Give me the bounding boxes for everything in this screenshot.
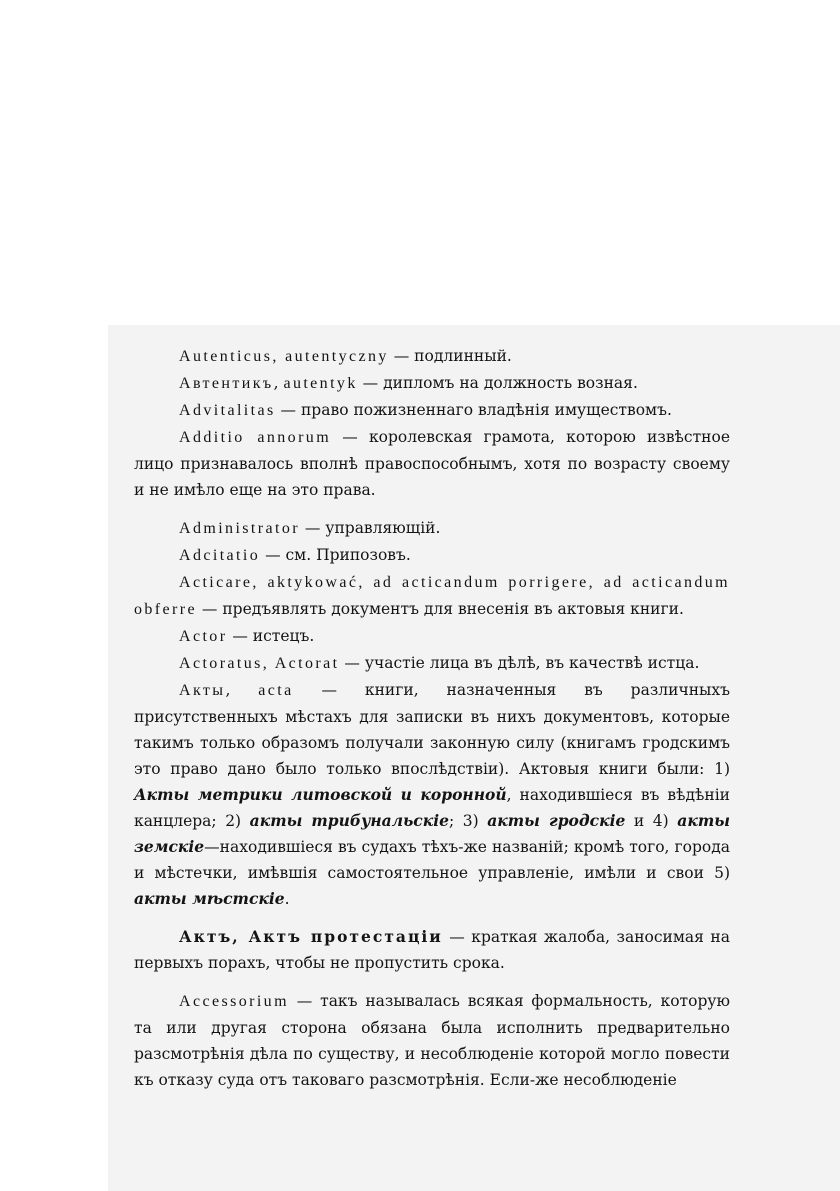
entry-advitalitas: [134, 397, 730, 424]
entry-separator: ,: [273, 374, 284, 392]
entry-term: Автентикъ: [179, 375, 274, 392]
entry-term: Administrator: [179, 520, 300, 537]
entry-adcitatio: [134, 542, 730, 569]
entry-term: Actor: [179, 628, 228, 645]
entry-avtentik: [134, 370, 730, 397]
entry-accessorium: [134, 988, 730, 1093]
entry-term: Adcitatio: [179, 547, 261, 564]
entry-term-latin: autentyk: [283, 375, 358, 392]
entry-definition: — истецъ.: [227, 627, 315, 645]
entry-definition: — право пожизненнаго владѣнія имуществомъ.: [275, 401, 672, 419]
entry-definition: — подлинный.: [388, 347, 512, 365]
italic-term: акты гродскіе: [487, 811, 626, 830]
entry-text: , находившіеся въ вѣдѣніи канцлера; 2): [134, 786, 730, 830]
entry-term-latin: acta: [258, 682, 294, 699]
entry-definition: — такъ называлась всякая формальность, которую та или другая сторона обязана была исполнить предварительно разсмотрѣнія дѣла по существу, и несоблюденіе которой могло повести къ отказу суда отъ таковаго разсмотрѣнія. Если-же несоблюденіе: [134, 992, 730, 1089]
entry-actoratus: [134, 650, 730, 677]
entry-term: Актъ, Актъ протестаціи: [179, 927, 443, 946]
italic-term: акты трибунальскіе: [249, 811, 449, 830]
entry-term: Accessorium: [179, 993, 289, 1010]
italic-term: акты земскіе: [134, 811, 730, 856]
entry-autenticus: [134, 343, 730, 370]
entry-term: Акты: [179, 682, 226, 699]
entry-text: —находившіеся въ судахъ тѣхъ-же названій; кромѣ того, города и мѣстечки, имѣвшія самостоятельное управленіе, имѣли и свои 5): [134, 838, 730, 882]
entry-definition: — см. Припозовъ.: [260, 546, 411, 564]
dictionary-text: [134, 343, 730, 1093]
italic-term: Акты метрики литовской и коронной: [134, 785, 507, 804]
entry-definition: — управляющій.: [299, 519, 441, 537]
entry-definition: — книги, назначенныя въ различныхъ присутственныхъ мѣстахъ для записки въ нихъ документовъ, которые такимъ только образомъ получали законную силу (книгамъ гродскимъ это право дано было только впослѣдствіи). Актовыя книги были: 1): [134, 681, 730, 778]
entry-term: Actoratus, Actorat: [179, 655, 340, 672]
entry-additio-annorum: [134, 424, 730, 503]
entry-actor: [134, 623, 730, 650]
entry-term: Additio annorum: [179, 429, 332, 446]
entry-definition: — королевская грамота, которою извѣстное лицо признавалось вполнѣ правоспособнымъ, хотя по возрасту своему и не имѣло еще на это права.: [134, 428, 730, 499]
entry-administrator: [134, 515, 730, 542]
entry-term: Acticare, aktykować, ad acticandum porrigere, ad acticandum obferre: [134, 574, 730, 618]
italic-term: акты мѣстскіе: [134, 889, 285, 908]
entry-separator: ,: [225, 681, 259, 699]
entry-akty: [134, 677, 730, 912]
entry-term: Advitalitas: [179, 402, 276, 419]
entry-definition: — краткая жалоба, заносимая на первыхъ порахъ, чтобы не пропустить срока.: [134, 928, 730, 972]
entry-definition: — дипломъ на должность возная.: [357, 374, 638, 392]
entry-akt-protestacii: [134, 924, 730, 976]
entry-text: .: [284, 890, 290, 908]
entry-text: ; 3): [448, 812, 488, 830]
entry-acticare: [134, 569, 730, 623]
entry-definition: — предъявлять документъ для внесенія въ актовыя книги.: [197, 600, 684, 618]
entry-definition: — участіе лица въ дѣлѣ, въ качествѣ истца.: [339, 654, 700, 672]
entry-term: Autenticus, autentyczny: [179, 348, 389, 365]
entry-text: и 4): [625, 812, 678, 830]
